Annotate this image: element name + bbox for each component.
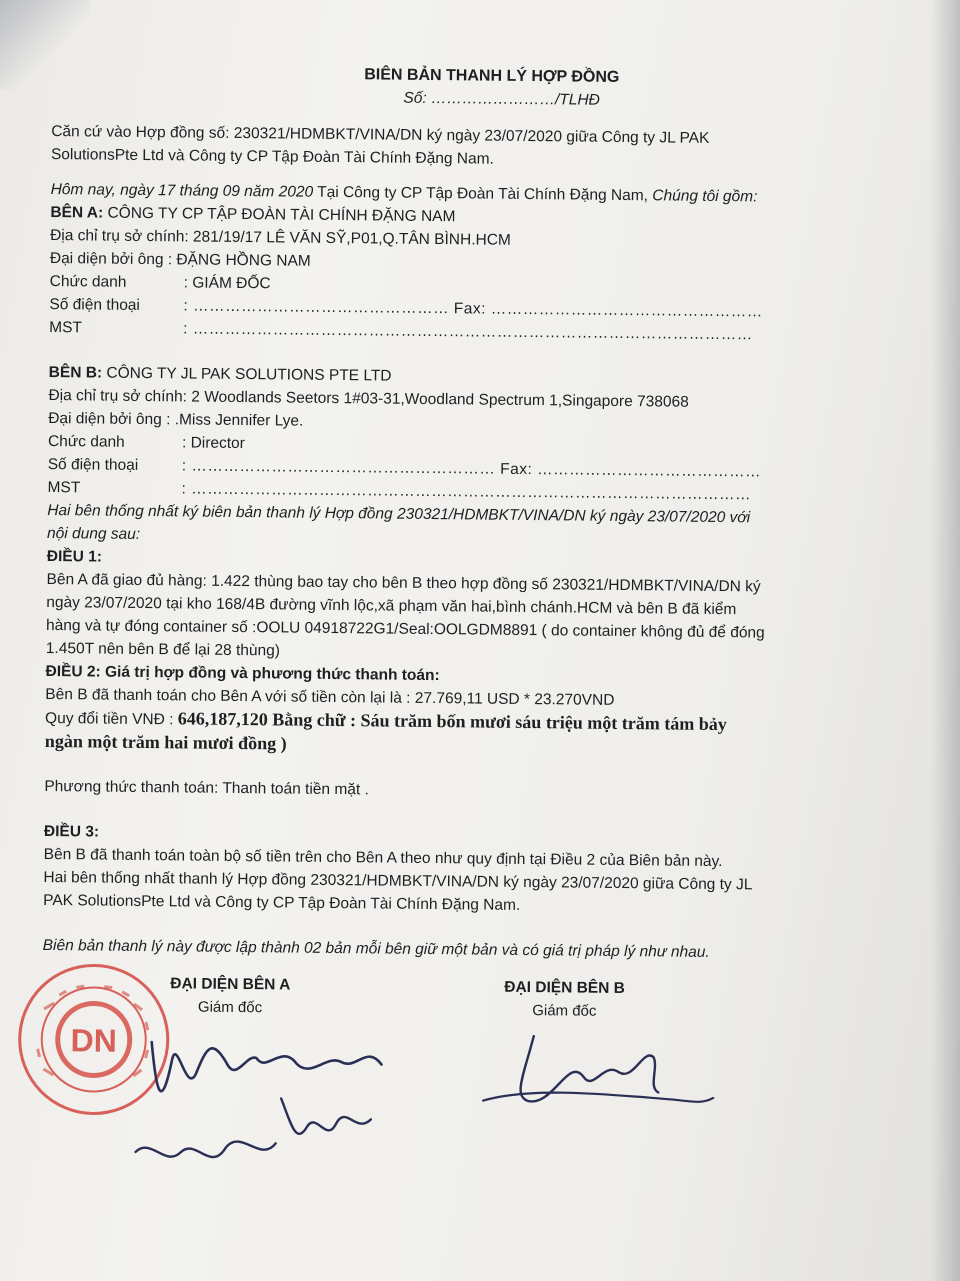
stamp-text: DN [70, 1022, 118, 1059]
document-body [40, 60, 912, 1200]
convert-value: 646,187,120 Bằng chữ : Sáu trăm bốn mươi sáu triệu một trăm tám bảy [177, 708, 727, 735]
article-1-line: 1.450T nên bên B để lại 28 thùng) [45, 639, 281, 660]
party-b-phone-value: : ………………………………………………… Fax: …………………………………… [181, 457, 762, 481]
article-3-heading: ĐIỀU 3: [43, 822, 100, 841]
agreement-line-2: nội dung sau: [46, 524, 141, 543]
article-1-line: hàng và tự đóng container số :OOLU 04918722G1/Seal:OOLGDM8891 ( do container không đủ để đóng [45, 616, 765, 642]
page-edge-shadow [930, 0, 960, 1281]
party-a-phone-label: Số điện thoại [49, 295, 141, 314]
intro-line-1: Căn cứ vào Hợp đồng số: 230321/HDMBKT/VINA/DN ký ngày 23/07/2020 giữa Công ty JL PAK [51, 122, 710, 147]
article-2-heading: ĐIỀU 2: Giá trị hợp đồng và phương thức thanh toán: [45, 662, 440, 685]
party-a-tax-value: : …………………………………………………………………………………………… [183, 320, 753, 344]
party-b-name: CÔNG TY JL PAK SOLUTIONS PTE LTD [102, 364, 392, 385]
number-label: Số: [403, 89, 427, 107]
party-a-sign-title: ĐẠI DIỆN BÊN A [170, 975, 291, 994]
payment-method: Phương thức thanh toán: Thanh toán tiền mặt . [44, 777, 369, 799]
party-a-title-label: Chức danh [49, 272, 127, 291]
intro-line-2: SolutionsPte Ltd và Công ty CP Tập Đoàn Tài Chính Đặng Nam. [50, 145, 494, 168]
article-1-line: Bên A đã giao đủ hàng: 1.422 thùng bao tay cho bên B theo hợp đồng số 230321/HDMBKT/VINA/DN ký [46, 570, 761, 596]
party-b-label: BÊN B: [48, 363, 103, 382]
party-b-phone-label: Số điện thoại [47, 455, 139, 474]
article-3-line: PAK SolutionsPte Ltd và Công ty CP Tập Đoàn Tài Chính Đặng Nam. [43, 891, 521, 914]
party-a-label: BÊN A: [50, 203, 104, 222]
meeting-suffix: Chúng tôi gồm: [647, 187, 758, 206]
party-b-tax-value: : …………………………………………………………………………………………… [181, 480, 752, 504]
signature-area [40, 971, 902, 1200]
party-a-sign-role: Giám đốc [197, 998, 263, 1017]
article-1-heading: ĐIỀU 1: [46, 547, 103, 566]
convert-value-2: ngàn một trăm hai mươi đồng ) [44, 730, 287, 754]
party-b-title-label: Chức danh [47, 432, 125, 451]
party-b-tax-label: MST [47, 478, 81, 497]
meeting-date: Hôm nay, ngày 17 tháng 09 năm 2020 [50, 180, 314, 201]
party-a-address: Địa chỉ trụ sở chính: 281/19/17 LÊ VĂN SỸ,P01,Q.TÂN BÌNH.HCM [50, 226, 511, 249]
party-a-title-value: : GIÁM ĐỐC [183, 274, 271, 293]
party-b-sign-title: ĐẠI DIỆN BÊN B [504, 978, 625, 998]
party-b-rep: Đại diện bởi ông : .Miss Jennifer Lye. [48, 409, 304, 430]
party-a-signature-icon [130, 1002, 432, 1185]
party-a-name: CÔNG TY CP TẬP ĐOÀN TÀI CHÍNH ĐẶNG NAM [103, 204, 456, 226]
number-value: ……………………/TLHĐ [430, 89, 600, 109]
party-b-title-value: : Director [181, 434, 245, 453]
party-b-sign-role: Giám đốc [532, 1002, 597, 1020]
convert-label: Quy đổi tiền VNĐ : [45, 709, 178, 729]
party-a-tax-label: MST [49, 318, 83, 337]
article-3-line: Bên B đã thanh toán toàn bộ số tiền trên cho Bên A theo như quy định tại Điều 2 của Biên bản này. [43, 845, 723, 871]
party-a-phone-value: : ………………………………………… Fax: …………………………………………… [183, 297, 763, 321]
meeting-place: Tại Công ty CP Tập Đoàn Tài Chính Đặng Nam, [313, 183, 649, 205]
agreement-line-1: Hai bên thống nhất ký biên bản thanh lý Hợp đồng 230321/HDMBKT/VINA/DN ký ngày 23/07/2020 với [47, 501, 751, 527]
party-b-address: Địa chỉ trụ sở chính: 2 Woodlands Seetors 1#03-31,Woodland Spectrum 1,Singapore 738068 [48, 386, 689, 411]
document-title: BIÊN BẢN THANH LÝ HỢP ĐỒNG [364, 66, 620, 86]
party-a-rep: Đại diện bởi ông : ĐẶNG HỒNG NAM [49, 249, 311, 270]
party-b-signature-icon [473, 1015, 734, 1128]
article-1-line: ngày 23/07/2020 tại kho 168/4B đường vĩnh lộc,xã phạm văn hai,bình chánh.HCM và bên B đã kiểm [46, 593, 737, 619]
article-2-paid: Bên B đã thanh toán cho Bên A với số tiền còn lại là : 27.769,11 USD * 23.270VND [45, 685, 615, 709]
article-3-line: Hai bên thống nhất thanh lý Hợp đồng 230321/HDMBKT/VINA/DN ký ngày 23/07/2020 giữa Công ty JL [43, 868, 753, 894]
closing-statement: Biên bản thanh lý này được lập thành 02 bản mỗi bên giữ một bản và có giá trị pháp lý như nhau. [42, 936, 710, 961]
